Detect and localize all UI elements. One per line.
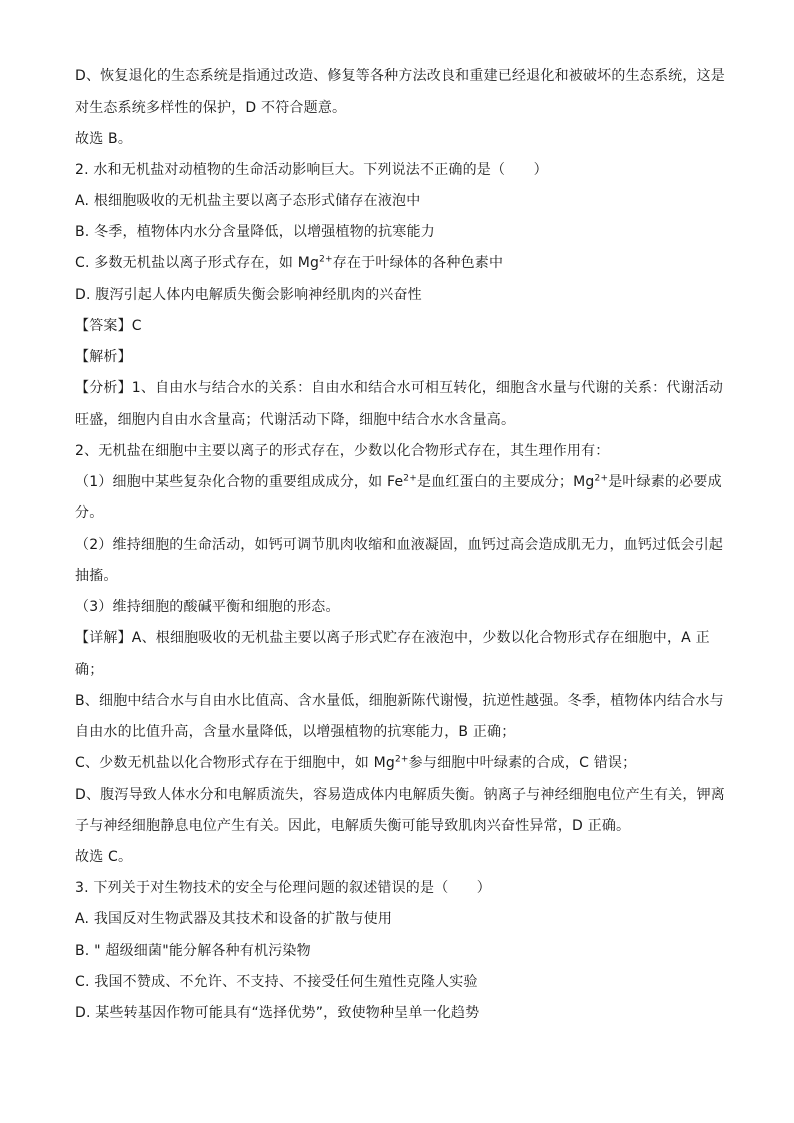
question-2-stem: 2. 水和无机盐对动植物的生命活动影响巨大。下列说法不正确的是（ ） bbox=[75, 162, 548, 178]
option-d: D. 某些转基因作物可能具有“选择优势”，致使物种呈单一化趋势 bbox=[75, 1005, 480, 1021]
text-line: 子与神经细胞静息电位产生有关。因此，电解质失衡可能导致肌肉兴奋性异常，D 正确。 bbox=[75, 818, 631, 834]
text-line: （2）维持细胞的生命活动，如钙可调节肌肉收缩和血液凝固，血钙过高会造成肌无力，血钙过低会引起 bbox=[75, 537, 724, 553]
answer-label: 【答案】C bbox=[75, 318, 142, 334]
option-b: B. " 超级细菌"能分解各种有机污染物 bbox=[75, 943, 311, 959]
text-line: 故选 B。 bbox=[75, 131, 133, 147]
text-line: 2、无机盐在细胞中主要以离子的形式存在，少数以化合物形式存在，其生理作用有： bbox=[75, 443, 610, 459]
text-line: D、恢复退化的生态系统是指通过改造、修复等各种方法改良和重建已经退化和被破坏的生态系统，这是 bbox=[75, 68, 725, 84]
text-line: 【分析】1、自由水与结合水的关系：自由水和结合水可相互转化，细胞含水量与代谢的关系：代谢活动 bbox=[75, 380, 724, 396]
text-line: 【详解】A、根细胞吸收的无机盐主要以离子形式贮存在液泡中，少数以化合物形式存在细胞中，A 正 bbox=[75, 630, 710, 646]
option-a: A. 我国反对生物武器及其技术和设备的扩散与使用 bbox=[75, 911, 393, 927]
text-line: 旺盛，细胞内自由水含量高；代谢活动下降，细胞中结合水水含量高。 bbox=[75, 412, 516, 428]
text-line: B、细胞中结合水与自由水比值高、含水量低，细胞新陈代谢慢，抗逆性越强。冬季，植物体内结合水与 bbox=[75, 693, 724, 709]
option-a: A. 根细胞吸收的无机盐主要以离子态形式储存在液泡中 bbox=[75, 193, 421, 209]
analysis-label: 【解析】 bbox=[75, 349, 132, 365]
text-line: （1）细胞中某些复杂化合物的重要组成成分，如 $Fe^{2+}$是血红蛋白的主要成分；$Mg^{2+}$是叶绿素的必要成 bbox=[75, 473, 722, 490]
question-3-stem: 3. 下列关于对生物技术的安全与伦理问题的叙述错误的是（ ） bbox=[75, 880, 492, 896]
text-line: 确； bbox=[75, 662, 104, 678]
option-c: C. 多数无机盐以离子形式存在，如 $Mg^{2+}$存在于叶绿体的各种色素中 bbox=[75, 254, 504, 271]
text-line: （3）维持细胞的酸碱平衡和细胞的形态。 bbox=[75, 599, 340, 615]
text-line: 对生态系统多样性的保护，D 不符合题意。 bbox=[75, 100, 347, 116]
option-b: B. 冬季，植物体内水分含量降低，以增强植物的抗寒能力 bbox=[75, 224, 435, 240]
text-line: C、少数无机盐以化合物形式存在于细胞中，如 $Mg^{2+}$参与细胞中叶绿素的合成，C 错误； bbox=[75, 754, 637, 771]
text-line: 故选 C。 bbox=[75, 849, 133, 865]
text-line: 分。 bbox=[75, 505, 104, 521]
text-line: 抽搐。 bbox=[75, 568, 118, 584]
option-c: C. 我国不赞成、不允许、不支持、不接受任何生殖性克隆人实验 bbox=[75, 974, 478, 990]
option-d: D. 腹泻引起人体内电解质失衡会影响神经肌肉的兴奋性 bbox=[75, 287, 422, 303]
text-line: D、腹泻导致人体水分和电解质流失，容易造成体内电解质失衡。钠离子与神经细胞电位产生有关，钾离 bbox=[75, 787, 725, 803]
text-line: 自由水的比值升高，含量水量降低，以增强植物的抗寒能力，B 正确； bbox=[75, 724, 516, 740]
